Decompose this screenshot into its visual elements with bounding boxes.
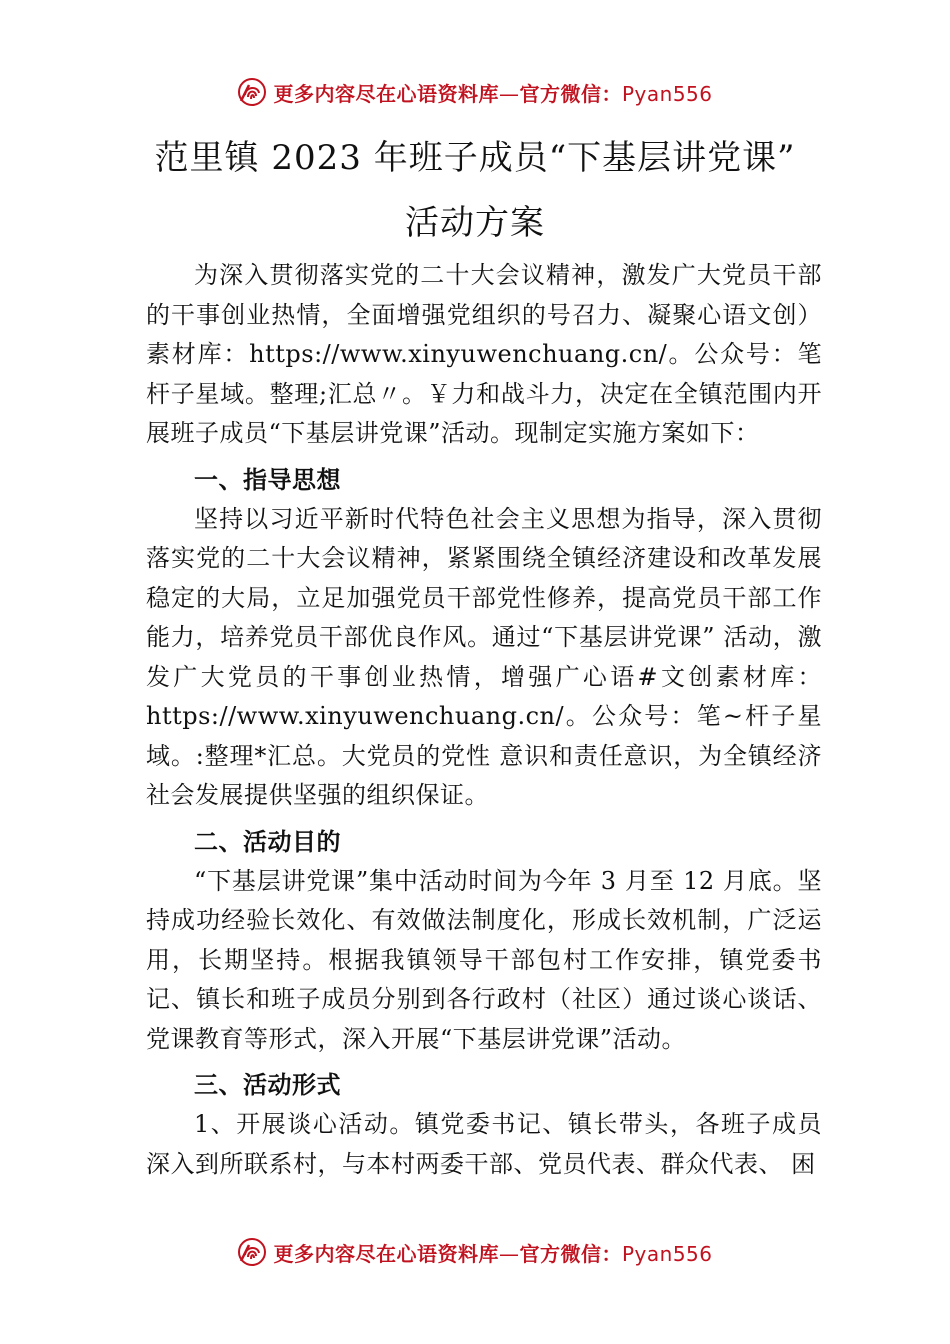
- banner-separator: —: [498, 81, 520, 106]
- banner-wechat-label: 官方微信：: [519, 81, 622, 106]
- section-heading-purpose: 二、活动目的: [194, 827, 341, 856]
- section-paragraph: 坚持以习近平新时代特色社会主义思想为指导，深入贯彻落实党的二十大会议精神，紧紧围绕全镇经济建设和改革发展稳定的大局，立足加强党员干部党性修养，提高党员干部工作能力，培养党员干部优良作风。通过“下基层讲党课” 活动，激发广大党员的干事创业热情，增强广心语#文创素材库：https://www.xinyuwenchuang.cn/。公众号：笔~杆子星域。:整理*汇总。大党员的党性 意识和责任意识，为全镇经济社会发展提供坚强的组织保证。: [146, 504, 822, 809]
- section-paragraph: 1、开展谈心活动。镇党委书记、镇长带头，各班子成员深入到所联系村，与本村两委干部、党员代表、群众代表、 困: [146, 1110, 822, 1178]
- section-paragraph: “下基层讲党课”集中活动时间为今年 3 月至 12 月底。坚持成功经验长效化、有效做法制度化，形成长效机制，广泛运用，长期坚持。根据我镇领导干部包村工作安排，镇党委书记、镇长和班子成员分别到各行政村（社区）通过谈心谈话、党课教育等形式，深入开展“下基层讲党课”活动。: [146, 866, 822, 1053]
- banner-main-text: 更多内容尽在心语资料库: [273, 1241, 499, 1266]
- document-title-line2: 活动方案: [405, 203, 545, 243]
- header-banner: [0, 72, 950, 112]
- banner-separator: —: [498, 1241, 520, 1266]
- banner-text: [273, 78, 712, 107]
- intro-paragraph: 为深入贯彻落实党的二十大会议精神，激发广大党员干部的干事创业热情，全面增强党组织的号召力、凝聚心语文创）素材库：https://www.xinyuwenchuang.cn/。公众号：笔杆子星域。整理;汇总〃。￥力和战斗力，决定在全镇范围内开展班子成员“下基层讲党课”活动。现制定实施方案如下：: [146, 261, 822, 447]
- document-body: [146, 256, 822, 1184]
- banner-wechat-id: Pyan556: [621, 1241, 713, 1266]
- fingerprint-logo-icon: [237, 77, 267, 107]
- banner-main-text: 更多内容尽在心语资料库: [273, 81, 499, 106]
- footer-banner: [0, 1232, 950, 1272]
- section-heading-guiding-ideology: 一、指导思想: [194, 465, 341, 494]
- fingerprint-logo-icon: [237, 1237, 267, 1267]
- banner-wechat-label: 官方微信：: [519, 1241, 622, 1266]
- section-heading-form: 三、活动形式: [194, 1071, 341, 1099]
- banner-text: [273, 1238, 712, 1267]
- banner-wechat-id: Pyan556: [621, 81, 713, 106]
- document-title-line1: 范里镇 2023 年班子成员“下基层讲党课”: [154, 138, 796, 178]
